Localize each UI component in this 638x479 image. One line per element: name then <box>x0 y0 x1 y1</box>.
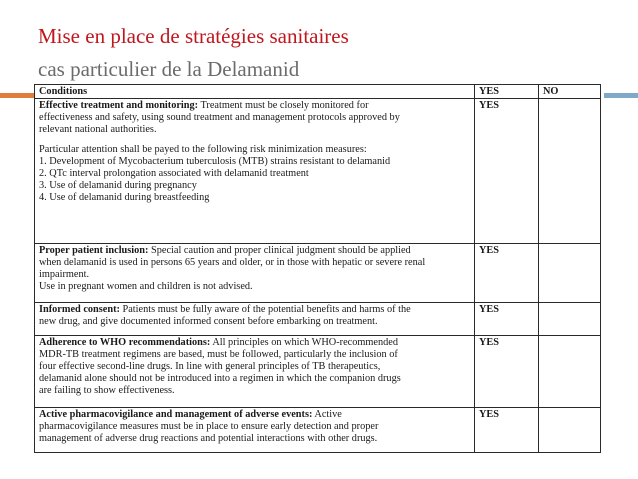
condition-cell <box>35 244 475 303</box>
header-no: NO <box>539 85 601 99</box>
conditions-table <box>34 84 601 453</box>
table-row <box>35 408 601 453</box>
condition-text: are failing to show effectiveness. <box>39 385 175 396</box>
condition-text: impairment. <box>39 269 90 280</box>
table-row <box>35 336 601 408</box>
condition-text: four effective second-line drugs. In line with general principles of TB therapeutics, <box>39 361 381 372</box>
condition-cell <box>35 408 475 453</box>
no-cell <box>539 336 601 408</box>
condition-text: Use in pregnant women and children is not advised. <box>39 281 253 292</box>
slide-subtitle: cas particulier de la Delamanid <box>38 57 300 81</box>
header-yes: YES <box>475 85 539 99</box>
condition-line <box>39 100 470 112</box>
slide-title: Mise en place de stratégies sanitaires <box>38 24 349 48</box>
condition-line <box>39 337 470 349</box>
condition-text: delamanid alone should not be introduced into a regimen in which the companion drugs <box>39 373 401 384</box>
condition-text: management of adverse drug reactions and potential interactions with other drugs. <box>39 433 378 444</box>
accent-bar-right <box>604 93 638 98</box>
condition-heading: Informed consent: <box>39 304 120 315</box>
condition-text: Special caution and proper clinical judgment should be applied <box>148 245 411 256</box>
no-cell <box>539 303 601 336</box>
condition-text: 1. Development of Mycobacterium tuberculosis (MTB) strains resistant to delamanid <box>39 156 391 167</box>
condition-cell <box>35 99 475 244</box>
condition-text: Active <box>312 409 342 420</box>
yes-cell: YES <box>475 303 539 336</box>
condition-heading: Adherence to WHO recommendations: <box>39 337 211 348</box>
condition-heading: Proper patient inclusion: <box>39 245 149 256</box>
condition-line <box>39 245 470 257</box>
condition-text: Treatment must be closely monitored for <box>198 100 369 111</box>
yes-cell: YES <box>475 99 539 244</box>
condition-text: new drug, and give documented informed consent before embarking on treatment. <box>39 316 378 327</box>
no-cell <box>539 408 601 453</box>
condition-text: 4. Use of delamanid during breastfeeding <box>39 192 210 203</box>
condition-text: pharmacovigilance measures must be in place to ensure early detection and proper <box>39 421 379 432</box>
no-cell <box>539 244 601 303</box>
header-conditions: Conditions <box>35 85 475 99</box>
condition-text: Patients must be fully aware of the potential benefits and harms of the <box>119 304 411 315</box>
condition-line <box>39 409 470 421</box>
condition-text: when delamanid is used in persons 65 years and older, or in those with hepatic or severe renal <box>39 257 426 268</box>
condition-text: 3. Use of delamanid during pregnancy <box>39 180 197 191</box>
condition-text: effectiveness and safety, using sound treatment and management protocols approved by <box>39 112 400 123</box>
table-row <box>35 244 601 303</box>
yes-cell: YES <box>475 408 539 453</box>
condition-text: Particular attention shall be payed to the following risk minimization measures: <box>39 144 367 155</box>
condition-text: relevant national authorities. <box>39 124 157 135</box>
no-cell <box>539 99 601 244</box>
yes-cell: YES <box>475 336 539 408</box>
condition-cell <box>35 336 475 408</box>
accent-bar-left <box>0 93 34 98</box>
condition-text: 2. QTc interval prolongation associated with delamanid treatment <box>39 168 309 179</box>
condition-line <box>39 304 470 316</box>
condition-text: All principles on which WHO-recommended <box>210 337 398 348</box>
table-row <box>35 99 601 244</box>
condition-cell <box>35 303 475 336</box>
table-header-row <box>35 85 601 99</box>
condition-heading: Effective treatment and monitoring: <box>39 100 199 111</box>
table-row <box>35 303 601 336</box>
yes-cell: YES <box>475 244 539 303</box>
condition-text: MDR-TB treatment regimens are based, must be followed, particularly the inclusion of <box>39 349 398 360</box>
condition-heading: Active pharmacovigilance and management of adverse events: <box>39 409 313 420</box>
